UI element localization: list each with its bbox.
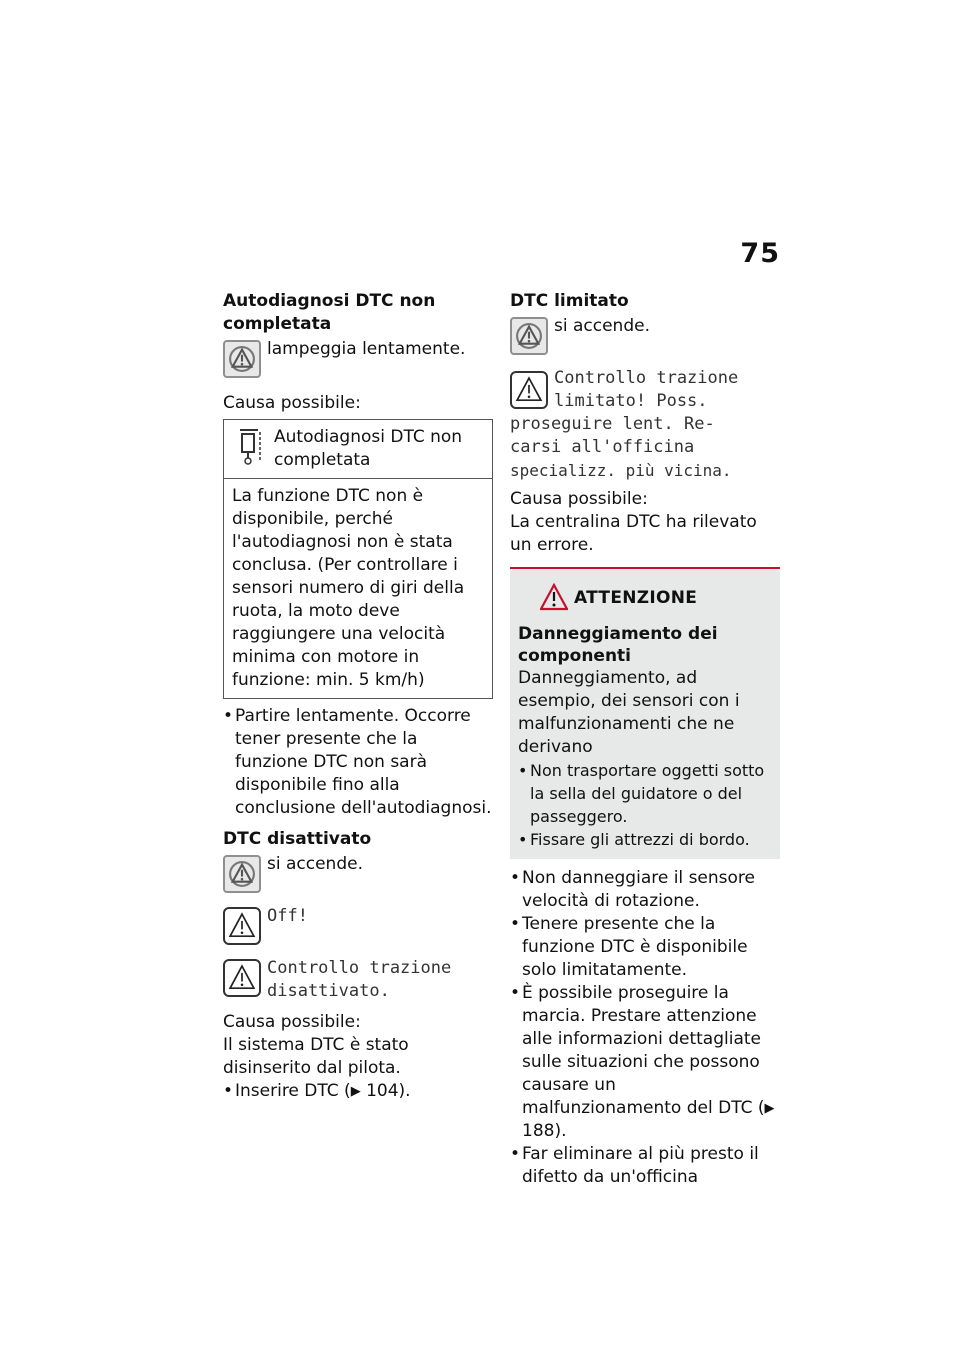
- cause-label: Causa possibile:: [223, 393, 361, 413]
- info-box-header: [224, 420, 492, 479]
- warning-list: [518, 759, 772, 851]
- page-number: 75: [740, 238, 780, 269]
- warning-triangle-icon: [510, 371, 548, 409]
- info-box-body: La funzione DTC non è disponibile, perché l'autodiagnosi non è stata conclusa. (Per controllare i sensori numero di giri della ruota, la moto deve raggiungere una velocità minima con motore in funzione: min. 5 km/h): [232, 486, 465, 690]
- display-message-traction-off: [223, 957, 493, 1005]
- warning-header: [518, 583, 772, 619]
- indicator-state-text: si accende.: [554, 316, 650, 336]
- display-text-line: proseguire lent. Re-: [510, 414, 715, 434]
- dtc-warning-light-icon: [223, 340, 261, 378]
- section-title-dtc-selfdiagnosis: Autodiagnosi DTC non completata: [223, 291, 436, 334]
- dtc-off-indicator-row: [223, 853, 493, 901]
- list-item: • Partire lentamente. Occorre tener presente che la funzione DTC non sarà disponibile fino alla conclusione dell'autodiagnosi.: [223, 705, 493, 820]
- warning-label: ATTENZIONE: [574, 588, 698, 608]
- warning-triangle-icon: [223, 959, 261, 997]
- page-ref-arrow-icon: ▶: [764, 1101, 775, 1116]
- section-title-dtc-off: DTC disattivato: [223, 829, 372, 849]
- display-text-line: specializz. più vicina.: [510, 461, 732, 480]
- info-box-title: Autodiagnosi DTC non completata: [274, 427, 463, 470]
- list-item: [223, 1080, 493, 1103]
- indicator-state-text: lampeggia lentamente.: [267, 339, 466, 359]
- list-item: • Fissare gli attrezzi di bordo.: [518, 828, 772, 851]
- s3-bullet-list: [510, 867, 780, 1189]
- display-text-line: Controllo trazione: [554, 368, 739, 388]
- cause-text: Il sistema DTC è stato disinserito dal pilota.: [223, 1035, 409, 1078]
- list-item: [510, 982, 780, 1143]
- dtc-warning-light-icon: [223, 855, 261, 893]
- right-column: [510, 290, 780, 1189]
- display-text-off: Off!: [267, 906, 308, 926]
- left-column: [223, 290, 493, 1103]
- warning-triangle-icon: [223, 907, 261, 945]
- list-item: • Tenere presente che la funzione DTC è disponibile solo limitatamente.: [510, 913, 780, 982]
- page-reference[interactable]: 188: [522, 1121, 555, 1141]
- list-item: • Far eliminare al più presto il difetto da un'officina: [510, 1143, 780, 1189]
- page-reference[interactable]: 104: [366, 1081, 399, 1101]
- bullet-text: Inserire DTC (: [235, 1081, 351, 1101]
- list-item: • Non trasportare oggetti sotto la sella del guidatore o del passeggero.: [518, 759, 772, 828]
- caution-triangle-icon: [540, 583, 568, 611]
- dtc-warning-light-icon: [510, 317, 548, 355]
- display-message-traction-limited: [510, 367, 780, 482]
- page-ref-arrow-icon: ▶: [350, 1084, 361, 1099]
- s2-bullet-list: [223, 1080, 493, 1103]
- dtc-warning-indicator-row: [223, 338, 493, 386]
- display-text-line: carsi all'officina: [510, 437, 695, 457]
- selfdiagnosis-info-box: [223, 419, 493, 699]
- warning-heading: Danneggiamento dei componenti: [518, 624, 718, 666]
- s1-bullet-list: [223, 705, 493, 820]
- bullet-text: ).: [554, 1121, 567, 1141]
- cause-label: Causa possibile:: [223, 1012, 361, 1032]
- section-title-dtc-limited: DTC limitato: [510, 291, 629, 311]
- attention-warning-box: [510, 567, 780, 859]
- display-text-line: limitato! Poss.: [554, 391, 708, 411]
- bullet-text: ).: [398, 1081, 411, 1101]
- cause-label: Causa possibile:: [510, 489, 648, 509]
- sensor-gauge-icon: [236, 426, 264, 466]
- dtc-limited-indicator-row: [510, 315, 780, 363]
- cause-text: La centralina DTC ha rilevato un errore.: [510, 512, 757, 555]
- display-text-line: disattivato.: [267, 981, 390, 1001]
- list-item: • Non danneggiare il sensore velocità di rotazione.: [510, 867, 780, 913]
- indicator-state-text: si accende.: [267, 854, 363, 874]
- bullet-text: È possibile proseguire la marcia. Prestare attenzione alle informazioni dettagliate sulle situazioni che possono causare un malfunzionamento del DTC (: [522, 983, 765, 1118]
- warning-text: Danneggiamento, ad esempio, dei sensori con i malfunzionamenti che ne derivano: [518, 668, 740, 757]
- display-text-line: Controllo trazione: [267, 958, 452, 978]
- display-message-off: [223, 905, 493, 953]
